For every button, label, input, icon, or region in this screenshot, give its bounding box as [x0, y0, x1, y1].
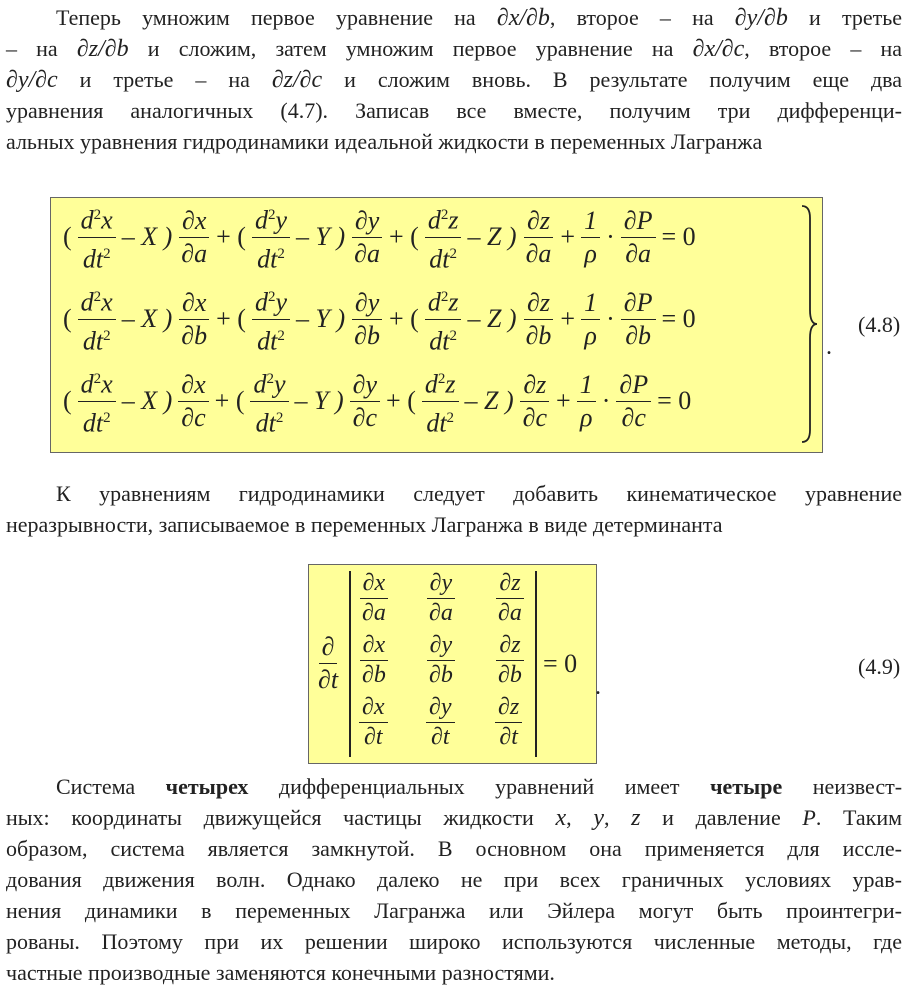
- math-symbol: – X ): [121, 304, 173, 333]
- math-symbol: + (: [386, 386, 416, 415]
- math-symbol: +: [556, 386, 571, 415]
- denominator: ∂b: [429, 662, 453, 688]
- fraction: $\frac{\partial P}{\partial a}$: [621, 205, 656, 270]
- text-line: частные производные заменяются конечными разностями.: [6, 960, 555, 985]
- determinant-entry: [359, 693, 388, 752]
- math-symbol: +: [560, 222, 576, 251]
- text: ных: координаты движущейся частицы жидкости: [6, 805, 534, 830]
- text-line: альных уравнения гидродинамики идеальной жидкости в переменных Лагранжа: [6, 129, 763, 154]
- determinant-entry: [359, 631, 389, 690]
- right-brace-icon: [800, 204, 818, 444]
- fraction-d-dt: [315, 631, 341, 696]
- equation-period: .: [595, 674, 601, 700]
- determinant-entry: [426, 693, 455, 752]
- paragraph-continuity: [6, 478, 902, 540]
- math-symbol: – X ): [121, 386, 173, 415]
- math-symbol: ·: [601, 386, 611, 415]
- math-inline: ∂x/∂b: [496, 5, 550, 31]
- text: – на: [6, 36, 58, 61]
- equals-zero: = 0: [543, 649, 578, 678]
- text-line: [6, 64, 902, 95]
- text: . Таким: [815, 805, 903, 830]
- numerator: ∂x: [360, 569, 389, 599]
- text: неизвест-: [812, 774, 903, 799]
- math-inline: ∂z/∂b: [76, 36, 129, 62]
- text-line: рованы. Поэтому при их решении широко используются численные методы, где: [6, 929, 902, 954]
- math-symbol: = 0: [661, 304, 696, 333]
- fraction: ∂x ∂a: [178, 205, 210, 270]
- determinant-entry: [495, 693, 522, 752]
- numerator: ∂: [319, 631, 338, 664]
- math-inline: ∂y/∂c: [6, 67, 58, 93]
- fraction: ∂y ∂b: [351, 287, 383, 352]
- math-symbol: = 0: [657, 386, 692, 415]
- determinant-bar-right: [535, 571, 537, 757]
- determinant-bar-left: [349, 571, 351, 757]
- numerator: ∂z: [496, 631, 523, 661]
- math-symbol: – Y ): [294, 386, 344, 415]
- math-symbol: (: [63, 386, 72, 415]
- text: и третье – на: [79, 67, 250, 92]
- paragraph-system: [6, 771, 902, 988]
- equation-number-4-9: (4.9): [858, 654, 901, 679]
- fraction: ∂y ∂c: [350, 369, 380, 434]
- fraction: ∂z ∂b: [525, 287, 552, 350]
- fraction: $d^2x$ $dt^2$: [78, 199, 116, 275]
- numerator: ∂y: [426, 693, 455, 723]
- denominator: ∂a: [362, 600, 386, 626]
- fraction: $\frac{1}{\rho}$: [577, 369, 596, 434]
- numerator: ∂x: [359, 693, 388, 723]
- text: Теперь умножим первое уравнение на: [56, 5, 476, 30]
- math-symbol: – Z ): [467, 222, 517, 251]
- determinant-entry: [359, 569, 389, 628]
- equation-number-4-8: (4.8): [858, 312, 901, 337]
- determinant-entry: [495, 631, 525, 690]
- equation-period: .: [826, 334, 832, 360]
- math-symbol: ·: [606, 304, 615, 333]
- fraction: ∂x ∂c: [178, 369, 208, 434]
- equation-row-b: [59, 284, 700, 354]
- numerator: ∂z: [496, 569, 523, 599]
- denominator: ∂a: [498, 600, 522, 626]
- denominator: ∂b: [498, 662, 522, 688]
- fraction: $d^2z$ $dt^2$: [422, 363, 459, 439]
- fraction: $\frac{1}{\rho}$: [581, 205, 600, 270]
- math-symbol: + (: [216, 222, 246, 251]
- fraction: $d^2x$ $dt^2$: [78, 281, 116, 357]
- fraction: $d^2y$ $dt^2$: [252, 281, 290, 357]
- math-symbol: = 0: [661, 222, 696, 251]
- text: и сложим вновь. В результате получим еще два: [344, 67, 903, 92]
- text: Система: [56, 774, 136, 799]
- math-symbol: + (: [388, 222, 419, 251]
- denominator: ∂t: [499, 724, 518, 750]
- math-inline: ∂x/∂c: [692, 36, 745, 62]
- text-bold: четырех: [165, 774, 249, 799]
- numerator: ∂z: [495, 693, 522, 723]
- fraction: ∂z ∂c: [520, 369, 550, 434]
- fraction: $d^2z$ $dt^2$: [425, 199, 462, 275]
- numerator: ∂y: [427, 631, 456, 661]
- text-line: [6, 2, 902, 33]
- fraction: $d^2z$ $dt^2$: [425, 281, 462, 357]
- math-symbol: + (: [388, 304, 419, 333]
- text: дифференциальных уравнений имеет: [278, 774, 680, 799]
- equation-row-a: [59, 202, 700, 272]
- math-inline: x: [555, 805, 567, 831]
- math-inline: P: [802, 805, 816, 830]
- text-line: ных: координаты движущейся частицы жидкости x, y, z и давление P. Таким: [6, 805, 903, 831]
- equation-box-4-8: [50, 197, 823, 453]
- text-line: неразрывности, записываемое в переменных Лагранжа в виде детерминанта: [6, 512, 723, 537]
- fraction: ∂y ∂a: [351, 205, 383, 270]
- text-line: [6, 771, 902, 802]
- denominator: ∂t: [363, 724, 383, 750]
- math-inline: y: [593, 805, 604, 831]
- math-symbol: (: [63, 304, 72, 333]
- text: , второе – на: [744, 36, 903, 61]
- math-symbol: +: [560, 304, 576, 333]
- math-symbol: – Z ): [464, 386, 514, 415]
- math-inline: z: [631, 805, 641, 831]
- determinant-entry: [426, 569, 456, 628]
- text: , второе – на: [549, 5, 714, 30]
- math-inline: ∂z/∂c: [271, 67, 323, 93]
- math-symbol: + (: [214, 386, 245, 415]
- text-bold: четыре: [710, 774, 783, 799]
- text-line: уравнения аналогичных (4.7). Записав все вместе, получим три дифференци-: [6, 98, 902, 123]
- denominator: ∂a: [429, 600, 453, 626]
- fraction: $d^2y$ $dt^2$: [252, 199, 290, 275]
- text-line: образом, система является замкнутой. В основном она применяется для иссле-: [6, 836, 902, 861]
- text: и третье: [809, 5, 903, 30]
- math-symbol: – Y ): [296, 304, 346, 333]
- math-symbol: – X ): [121, 222, 173, 251]
- math-symbol: ·: [606, 222, 615, 251]
- text-line: К уравнениям гидродинамики следует добавить кинематическое уравнение: [56, 481, 902, 506]
- text: и давление: [662, 805, 781, 830]
- equation-box-4-9: [308, 564, 597, 764]
- fraction: ∂x ∂b: [178, 287, 210, 352]
- fraction: $\frac{\partial P}{\partial c}$: [616, 369, 651, 434]
- determinant-entry: [426, 631, 456, 690]
- math-symbol: + (: [216, 304, 246, 333]
- text-line: нения динамики в переменных Лагранжа или Эйлера могут быть проинтегри-: [6, 898, 902, 923]
- math-symbol: – Z ): [467, 304, 517, 333]
- fraction: $\frac{1}{\rho}$: [581, 287, 600, 352]
- denominator: ∂b: [362, 662, 386, 688]
- fraction: $d^2x$ $dt^2$: [78, 363, 116, 439]
- determinant-entry: [495, 569, 525, 628]
- text: и сложим, затем умножим первое уравнение на: [147, 36, 674, 61]
- paragraph-intro: [6, 2, 902, 157]
- fraction: $\frac{\partial P}{\partial b}$: [621, 287, 656, 352]
- math-inline: ∂y/∂b: [734, 5, 788, 31]
- math-symbol: – Y ): [296, 222, 346, 251]
- equation-row-c: [59, 366, 695, 436]
- numerator: ∂y: [427, 569, 456, 599]
- text-line: [6, 33, 902, 64]
- denominator: ∂t: [430, 724, 450, 750]
- fraction: ∂z ∂a: [525, 205, 552, 268]
- text-line: дования движения волн. Однако далеко не при всех граничных условиях урав-: [6, 867, 902, 892]
- denominator: ∂t: [318, 665, 339, 694]
- numerator: ∂x: [360, 631, 389, 661]
- math-symbol: (: [63, 222, 72, 251]
- fraction: $d^2y$ $dt^2$: [250, 363, 288, 439]
